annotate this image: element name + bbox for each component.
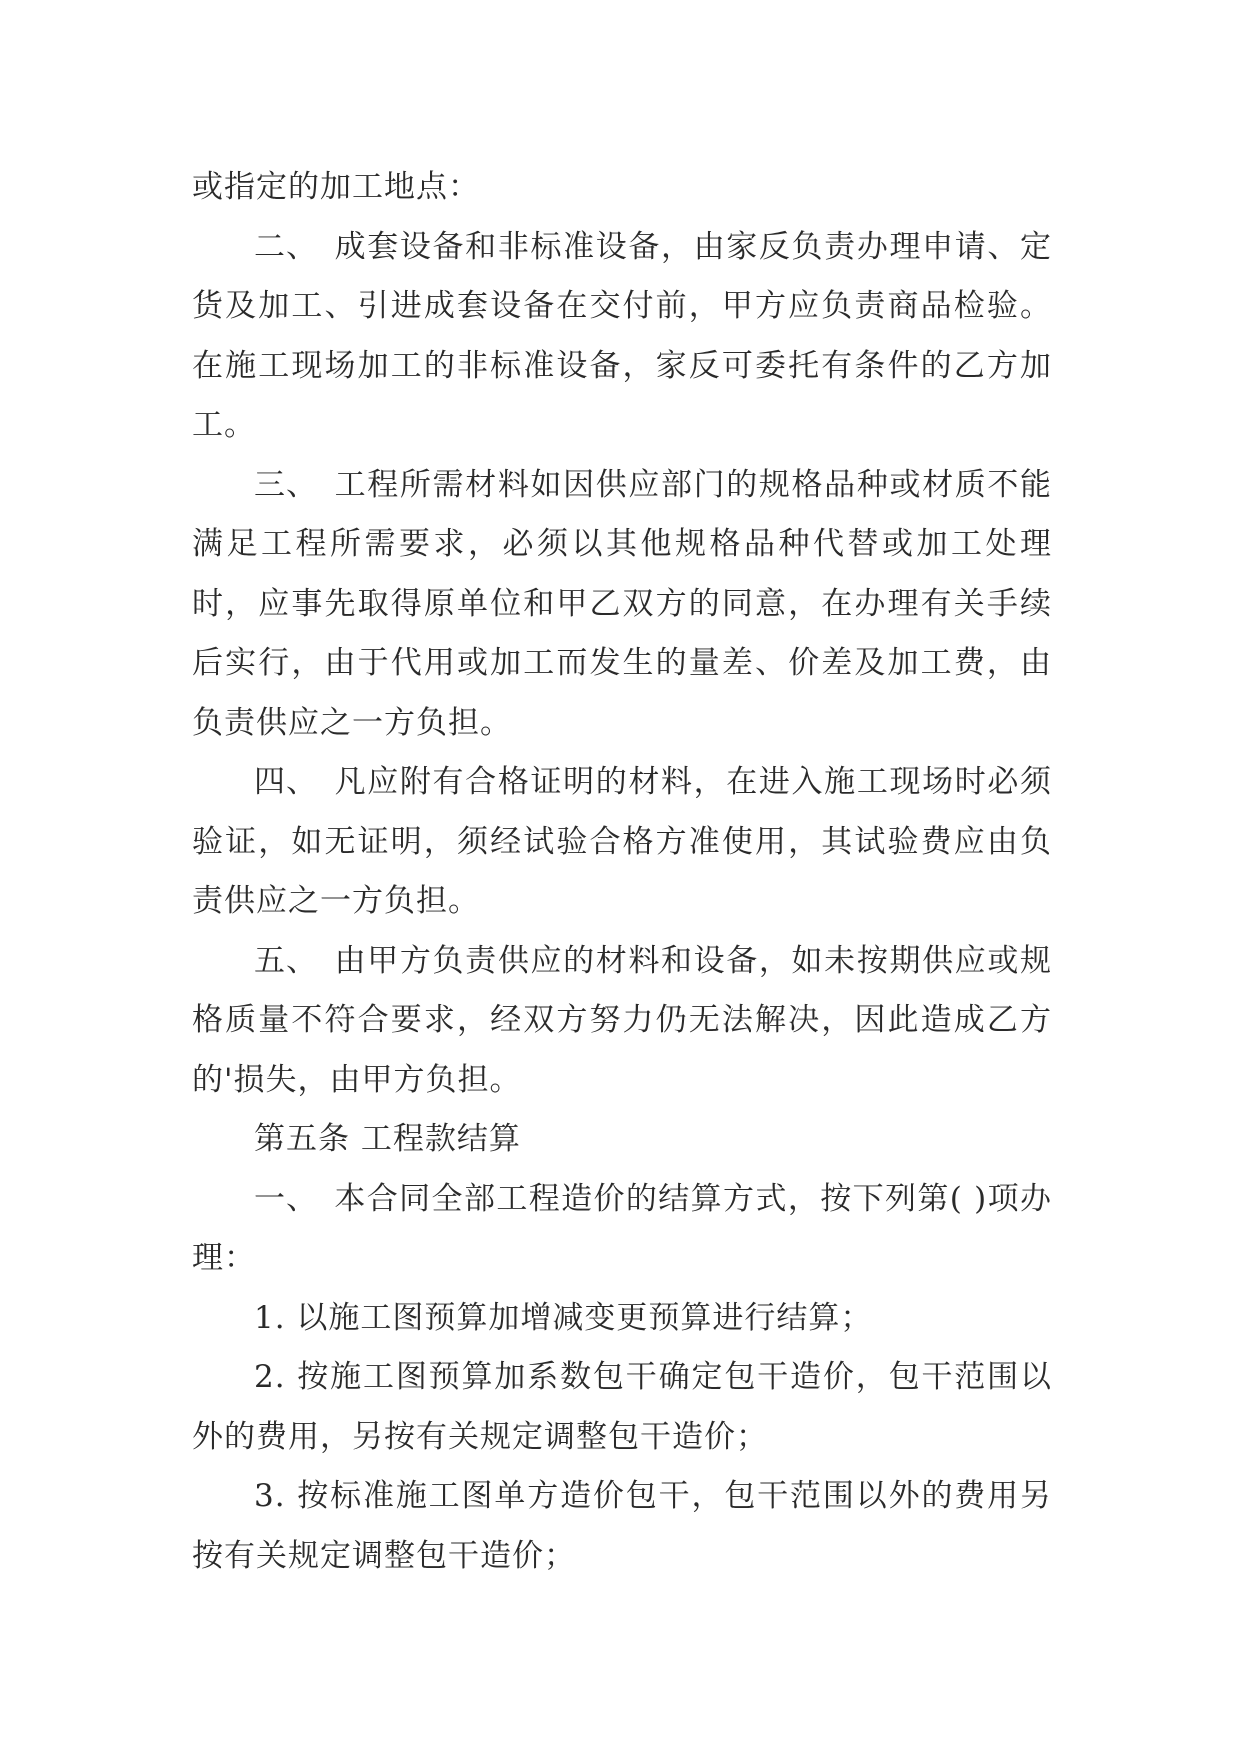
paragraph-text: 2. 按施工图预算加系数包干确定包干造价，包干范围以外的费用，另按有关规定调整包干造价； [192,1359,1052,1455]
paragraph-text: 或指定的加工地点： [192,169,480,205]
paragraph-text: 第五条 工程款结算 [254,1121,521,1157]
paragraph-text: 3. 按标准施工图单方造价包干，包干范围以外的费用另按有关规定调整包干造价； [192,1478,1052,1574]
article-five-heading [192,1110,1052,1170]
settlement-option-3 [192,1467,1052,1586]
clause-number: 二、 [254,228,318,265]
clause-five-supply [192,932,1052,1111]
settlement-clause-one [192,1170,1052,1289]
settlement-option-2 [192,1348,1052,1467]
paragraph-continuation [192,158,1052,218]
paragraph-text: 成套设备和非标准设备，由家反负责办理申请、定货及加工、引进成套设备在交付前，甲方应负责商品检验。在施工现场加工的非标准设备，家反可委托有条件的乙方加工。 [192,228,1052,443]
paragraph-text: 凡应附有合格证明的材料，在进入施工现场时必须验证，如无证明，须经试验合格方准使用，其试验费应由负责供应之一方负担。 [192,764,1052,919]
clause-four-certificates [192,753,1052,932]
settlement-option-1 [192,1289,1052,1349]
paragraph-text: 1. 以施工图预算加增减变更预算进行结算； [254,1299,873,1336]
paragraph-text: 由甲方负责供应的材料和设备，如未按期供应或规格质量不符合要求，经双方努力仍无法解决，因此造成乙方的'损失，由甲方负担。 [192,942,1052,1098]
clause-two-equipment [192,218,1052,456]
clause-three-materials [192,456,1052,754]
clause-number: 四、 [254,764,318,800]
clause-number: 一、 [254,1180,318,1217]
clause-number: 五、 [254,942,318,979]
contract-body-text [192,158,1052,1586]
clause-number: 三、 [254,466,318,503]
paragraph-text: 本合同全部工程造价的结算方式，按下列第( )项办理： [192,1180,1052,1276]
paragraph-text: 工程所需材料如因供应部门的规格品种或材质不能满足工程所需要求，必须以其他规格品种代替或加工处理时，应事先取得原单位和甲乙双方的同意，在办理有关手续后实行，由于代用或加工而发生的量差、价差及加工费，由负责供应之一方负担。 [192,466,1052,741]
